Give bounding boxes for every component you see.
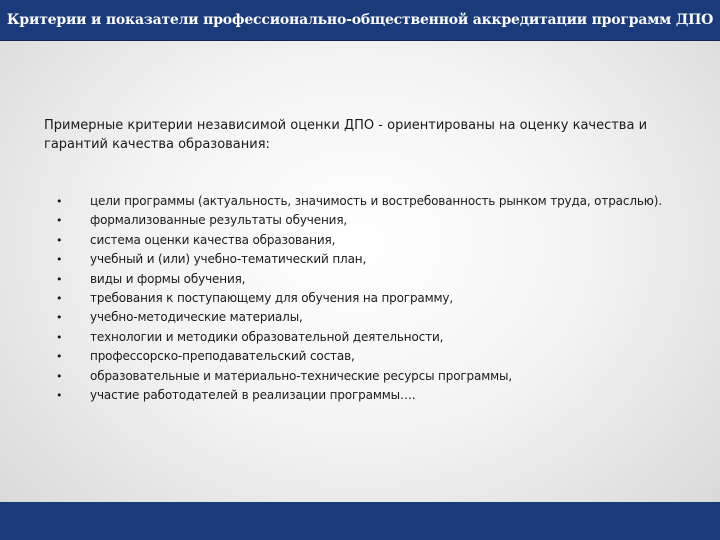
list-item-text: учебно-методические материалы,: [90, 310, 303, 325]
list-item: [50, 213, 710, 232]
bullet-icon: •: [56, 369, 63, 383]
list-item: [50, 330, 710, 349]
bullet-icon: •: [56, 195, 63, 208]
list-item: [50, 233, 710, 252]
list-item: [50, 272, 710, 291]
list-item-text: учебный и (или) учебно-тематический план,: [90, 252, 367, 267]
list-item: [50, 310, 710, 329]
list-item: [50, 194, 710, 213]
footer-bar: [0, 502, 720, 540]
bullet-icon: •: [56, 272, 63, 286]
list-item-text: образовательные и материально-технические ресурсы программы,: [90, 368, 513, 383]
list-item-text: технологии и методики образовательной деятельности,: [90, 329, 444, 344]
list-item-text: система оценки качества образования,: [90, 232, 336, 247]
criteria-list: [50, 194, 710, 407]
bullet-icon: •: [56, 388, 63, 402]
bullet-icon: •: [56, 311, 63, 325]
bullet-icon: •: [56, 214, 63, 228]
bullet-icon: •: [56, 233, 63, 247]
slide-title: Критерии и показатели профессионально-общественной аккредитации программ ДПО: [6, 12, 714, 28]
list-item: [50, 388, 710, 407]
bullet-icon: •: [56, 350, 63, 364]
list-item-text: формализованные результаты обучения,: [90, 213, 348, 228]
list-item: [50, 369, 710, 388]
list-item: [50, 252, 710, 271]
intro-text: Примерные критерии независимой оценки ДПО - ориентированы на оценку качества и гарантий качества образования:: [44, 118, 648, 152]
list-item-text: участие работодателей в реализации программы….: [90, 387, 416, 402]
list-item: [50, 291, 710, 310]
list-item-text: цели программы (актуальность, значимость и востребованность рынком труда, отраслью).: [90, 194, 662, 208]
header-bar: [0, 0, 720, 41]
bullet-icon: •: [56, 253, 63, 267]
bullet-icon: •: [56, 291, 63, 305]
list-item: [50, 349, 710, 368]
bullet-icon: •: [56, 330, 63, 344]
list-item-text: виды и формы обучения,: [90, 271, 246, 286]
list-item-text: требования к поступающему для обучения на программу,: [90, 290, 454, 305]
list-item-text: профессорско-преподавательский состав,: [90, 349, 355, 364]
